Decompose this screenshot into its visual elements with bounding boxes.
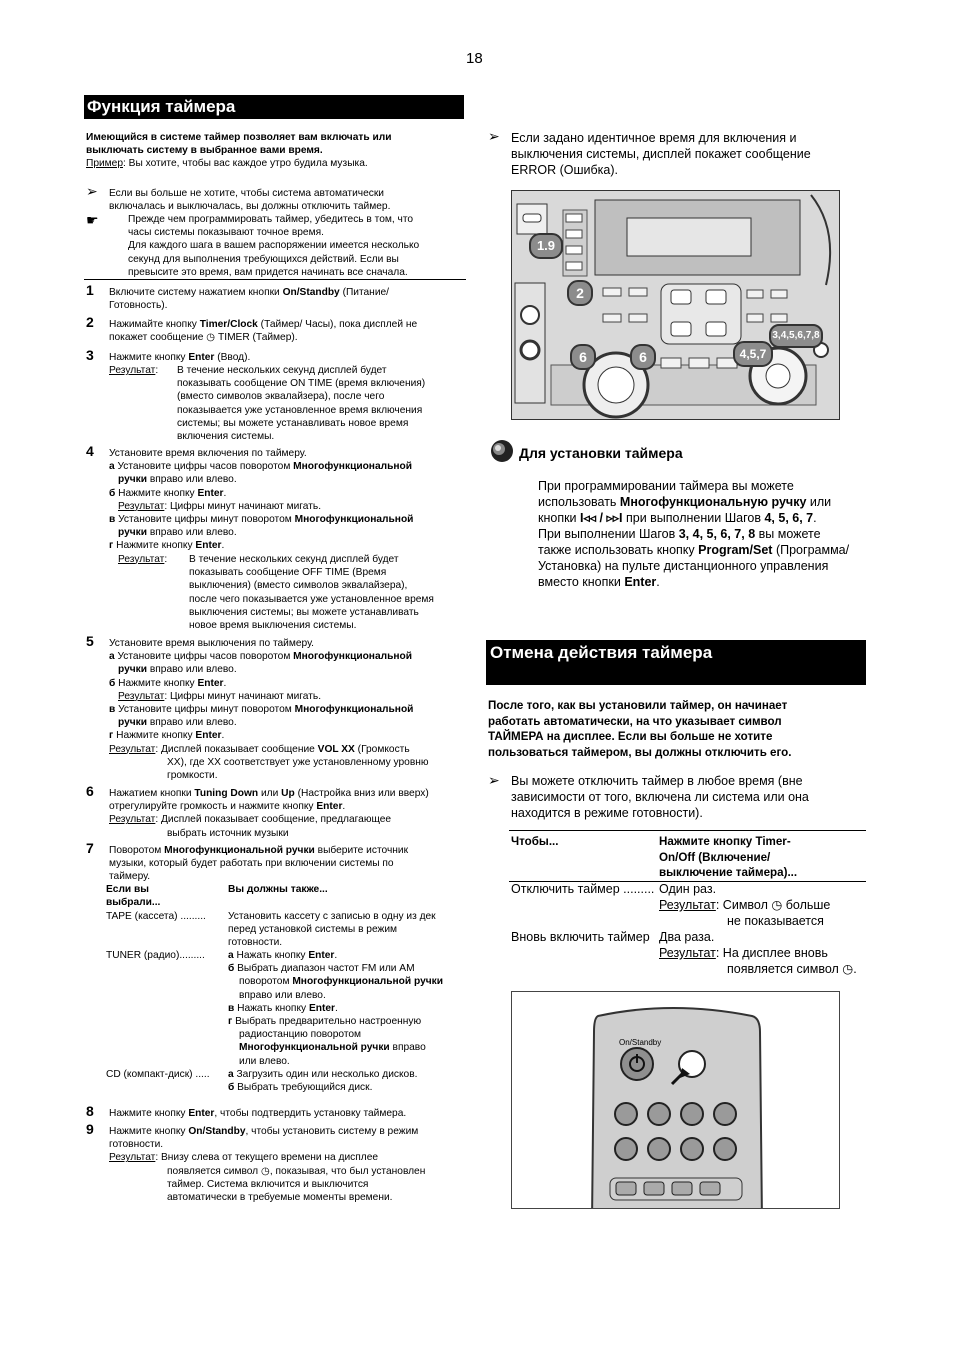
note-error: Если задано идентичное время для включения и выключения системы, дисплей покажет сообщение ERROR (Ошибка).	[511, 131, 811, 177]
arrow-note-icon: ➢	[86, 183, 98, 199]
step-number-3: 3	[86, 347, 94, 363]
step-number-8: 8	[86, 1103, 94, 1119]
step-number-7: 7	[86, 840, 94, 856]
table-top-rule	[509, 830, 866, 831]
row-disable-value: Один раз. Результат: Символ ◷ больше не показывается	[659, 882, 831, 928]
note-before-programming: Прежде чем программировать таймер, убедитесь в том, что часы системы показывают точное время. Для каждого шага в вашем распоряжении имеется несколько секунд для выполнения требующихся действий. Если вы превысите это время, вам придется начинать все сначала.	[128, 214, 420, 278]
step-number-1: 1	[86, 282, 94, 298]
source-table-header-1: Если вы выбрали...	[106, 884, 161, 909]
row-enable-value: Два раза. Результат: На дисплее вновь появляется символ ◷.	[659, 930, 857, 976]
arrow-note-icon: ➢	[488, 772, 500, 788]
table-header-action: Чтобы...	[511, 835, 559, 848]
section-title-cancel-timer: Отмена действия таймера	[486, 640, 866, 685]
source-table-header-2: Вы должны также...	[228, 884, 328, 895]
row-enable-label: Вновь включить таймер	[511, 930, 650, 944]
callout-label: 3,4,5,6,7,8	[769, 324, 823, 348]
remote-on-standby-label: On/Standby	[619, 1038, 662, 1047]
callout-label: 1.9	[529, 233, 563, 259]
pointing-hand-icon: ☛	[86, 212, 99, 228]
step-number-9: 9	[86, 1121, 94, 1137]
row-disable-label: Отключить таймер .........	[511, 882, 655, 896]
note-disable-timer: Если вы больше не хотите, чтобы система автоматически включалась и выключалась, вы должны отключить таймер.	[109, 188, 391, 213]
step-number-6: 6	[86, 783, 94, 799]
step-3-text: Нажмите кнопку Enter (Ввод). Результат:	[109, 352, 251, 377]
intro: Имеющийся в системе таймер позволяет вам включать или выключать систему в выбранное вами время. Пример: Вы хотите, чтобы вас каждое утро будила музыка.	[86, 132, 392, 170]
tip-text: При программировании таймера вы можете использовать Многофункциональную ручку или кнопки I◃◃ / ▹▹I при выполнении Шагов 4, 5, 6, 7. При выполнении Шагов 3, 4, 5, 6, 7, 8 вы можете также использовать кнопку Program/Set (Программа/ Установка) на пульте дистанционного управления вместо кнопки Enter.	[538, 479, 850, 589]
cancel-intro: После того, как вы установили таймер, он начинает работать автоматически, на что указывает символ ТАЙМЕРА на дисплее. Если вы больше не хотите пользоваться таймером, вы должны отключить его.	[488, 699, 792, 759]
step-5-text: Установите время выключения по таймеру. а Установите цифры часов поворотом Многофункциональной ручки вправо или влево. б Нажмите кнопку Enter. Результат: Цифры минут начинают мигать. в Установите цифры минут поворотом Многофункциональной ручки вправо или влево. г Нажмите кнопку Enter. Результат: Дисплей показывает сообщение VOL XX (Громкость XX), где XX соответствует уже установленному уровню громкости.	[109, 638, 429, 782]
tip-bullet-icon	[490, 439, 514, 463]
step-number-4: 4	[86, 443, 94, 459]
section-title-timer-function: Функция таймера	[84, 95, 464, 119]
step-9-text: Нажмите кнопку On/Standby, чтобы установить систему в режим готовности. Результат: Внизу слева от текущего времени на дисплее появляется символ ◷, показывая, что был установлен таймер. Система включится и выключится автоматически в требуемые моменты времени.	[109, 1126, 426, 1204]
source-tuner: TUNER (радио).........	[106, 950, 205, 961]
callout-label: 2	[567, 280, 593, 306]
step-8-text: Нажмите кнопку Enter, чтобы подтвердить установку таймера.	[109, 1108, 407, 1119]
step-number-2: 2	[86, 314, 94, 330]
source-tuner-text: а Нажать кнопку Enter. б Выбрать диапазон частот FM или AM поворотом Многофункциональной ручки вправо или влево. в Нажать кнопку Enter. г Выбрать предварительно настроенную радиостанцию поворотом Многофункциональной ручки вправо или влево.	[228, 950, 444, 1067]
callout-label: 4,5,7	[733, 341, 773, 367]
timer-clock-icon: ◷	[842, 962, 854, 976]
arrow-note-icon: ➢	[488, 128, 500, 144]
table-header-press: Нажмите кнопку Timer- On/Off (Включение/ выключение таймера)...	[659, 835, 798, 879]
step-4-text: Установите время включения по таймеру. а Установите цифры часов поворотом Многофункциональной ручки вправо или влево. б Нажмите кнопку Enter. Результат: Цифры минут начинают мигать. в Установите цифры минут поворотом Многофункциональной ручки вправо или влево. г Нажмите кнопку Enter. Результат:	[109, 448, 414, 565]
step-1-text: Включите систему нажатием кнопки On/Standby (Питание/ Готовность).	[109, 287, 390, 312]
source-cd: CD (компакт-диск) .....	[106, 1069, 210, 1080]
step-7-text: Поворотом Многофункциональной ручки выберите источник музыки, который будет работать при включении системы по таймеру.	[109, 845, 409, 883]
step-6-text: Нажатием кнопки Tuning Down или Up (Настройка вниз или вверх) отрегулируйте громкость и нажмите кнопку Enter. Результат: Дисплей показывает сообщение, предлагающее выбрать источник музыки	[109, 788, 429, 839]
timer-clock-icon: ◷	[206, 332, 216, 344]
step-3-result: В течение нескольких секунд дисплей будет показывать сообщение ON TIME (время включения) (вместо символов эквалайзера), после чего показывается уже установленное время включения системы; вы можете устанавливать новое время включения системы.	[177, 365, 426, 443]
callout-label: 6	[570, 344, 596, 370]
step-4-result: В течение нескольких секунд дисплей будет показывать сообщение OFF TIME (Время выключения) (вместо символов эквалайзера), после чего показывается уже установленное время выключения системы; вы можете устанавливать новое время выключения системы.	[189, 554, 434, 632]
source-tape-text: Установить кассету с записью в одну из дек перед установкой системы в режим готовности.	[228, 911, 436, 949]
timer-clock-icon: ◷	[771, 898, 783, 912]
page-number: 18	[466, 50, 483, 67]
source-tape: TAPE (кассета) .........	[106, 911, 206, 922]
source-cd-text: а Загрузить один или несколько дисков. б Выбрать требующийся диск.	[228, 1069, 418, 1094]
divider	[84, 279, 466, 280]
remote-control-figure	[511, 991, 840, 1209]
timer-clock-icon: ◷	[260, 1165, 270, 1177]
tip-title: Для установки таймера	[519, 445, 683, 461]
device-front-panel-figure	[511, 190, 840, 420]
step-number-5: 5	[86, 633, 94, 649]
step-2-text: Нажимайте кнопку Timer/Clock (Таймер/ Часы), пока дисплей не покажет сообщение ◷ TIMER (Таймер).	[109, 319, 418, 344]
note-any-time: Вы можете отключить таймер в любое время (вне зависимости от того, включена ли система или она находится в режиме готовности).	[511, 774, 809, 820]
callout-label: 6	[630, 344, 656, 370]
